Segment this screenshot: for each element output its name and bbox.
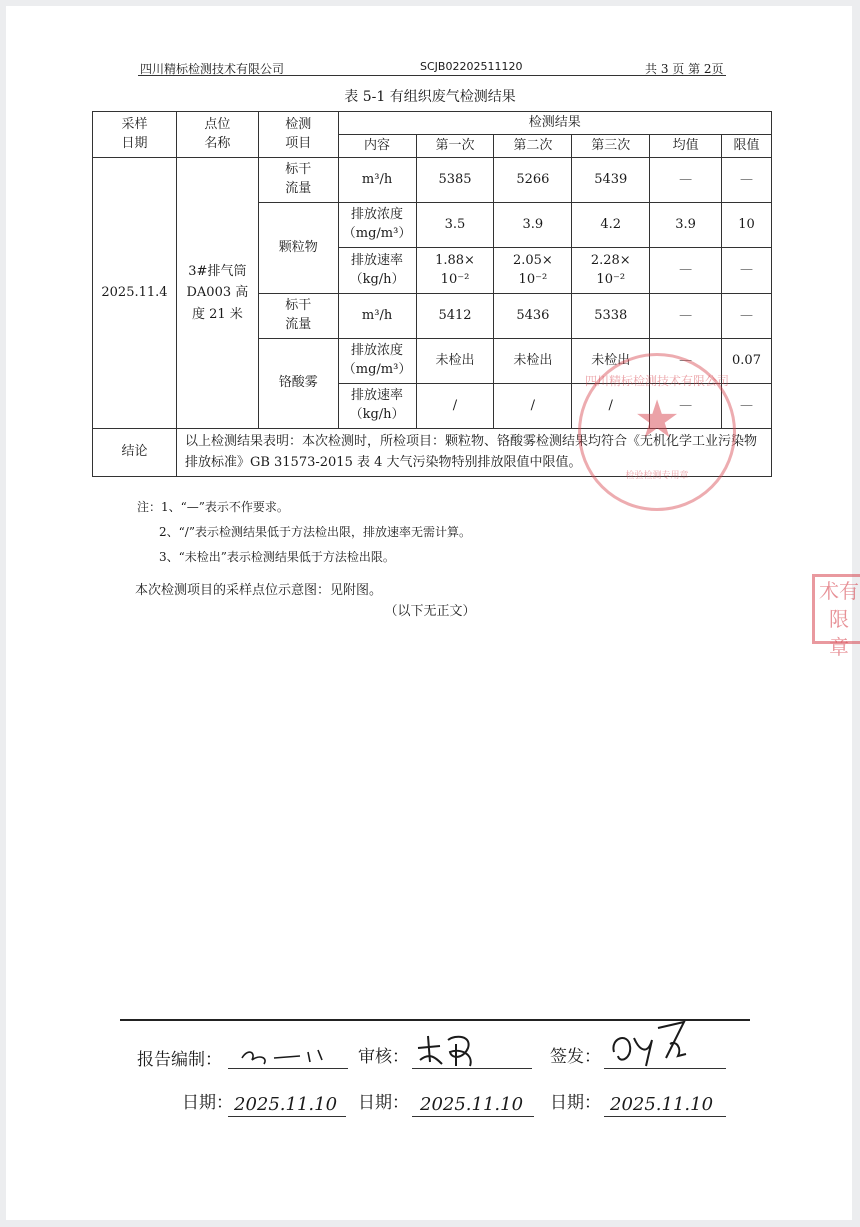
col-results: 检测结果: [338, 112, 771, 135]
col-limit: 限值: [722, 135, 772, 158]
approver-signature-icon: [606, 1018, 696, 1074]
reviewer-date-text: 2025.11.10: [420, 1094, 524, 1115]
value-cell: 2.28× 10⁻²: [572, 248, 650, 294]
value-cell: 未检出: [494, 339, 572, 384]
value-cell: 5439: [572, 158, 650, 203]
conclusion-label: 结论: [93, 429, 177, 477]
value-cell: 5412: [416, 294, 494, 339]
value-cell: 未检出: [416, 339, 494, 384]
value-cell: 5338: [572, 294, 650, 339]
approver-label: 签发：: [550, 1047, 601, 1067]
item-cell: 标干 流量: [258, 158, 338, 203]
end-mark: （以下无正文）: [384, 604, 476, 619]
value-cell: 5436: [494, 294, 572, 339]
col-mean: 均值: [650, 135, 722, 158]
reviewer-label: 审核：: [358, 1047, 409, 1067]
sampling-date: 2025.11.4: [93, 158, 177, 429]
approver-date-label: 日期：: [550, 1093, 601, 1113]
point-name: 3#排气筒 DA003 高 度 21 米: [176, 158, 258, 429]
value-cell: 5385: [416, 158, 494, 203]
compiler-date-line: [228, 1116, 346, 1117]
compiler-line: [228, 1068, 348, 1069]
col-first: 第一次: [416, 135, 494, 158]
header-rule: [138, 75, 726, 76]
mean-cell: —: [650, 384, 722, 429]
approver-date-text: 2025.11.10: [610, 1094, 714, 1115]
sampling-position-note: 本次检测项目的采样点位示意图：见附图。: [135, 583, 383, 598]
limit-cell: —: [722, 294, 772, 339]
mean-cell: —: [650, 294, 722, 339]
approver-date-line: [604, 1116, 726, 1117]
conclusion-text: 以上检测结果表明：本次检测时，所检项目：颗粒物、铬酸雾检测结果均符合《无机化学工业污染物排放标准》GB 31573-2015 表 4 大气污染物特别排放限值中限值。: [176, 429, 771, 477]
value-cell: 未检出: [572, 339, 650, 384]
compiler-date-label: 日期：: [182, 1093, 233, 1113]
mean-cell: —: [650, 339, 722, 384]
compiler-signature-icon: [238, 1044, 328, 1068]
reviewer-signature-icon: [412, 1030, 492, 1070]
limit-cell: 10: [722, 203, 772, 248]
value-cell: 4.2: [572, 203, 650, 248]
table-title: 表 5-1 有组织废气检测结果: [344, 89, 516, 105]
reviewer-date-label: 日期：: [358, 1093, 409, 1113]
col-date: 采样 日期: [93, 112, 177, 158]
value-cell: /: [572, 384, 650, 429]
content-cell: 排放浓度 （mg/m³）: [338, 203, 416, 248]
seal-star-icon: ★: [633, 390, 681, 450]
company-name: 四川精标检测技术有限公司: [140, 62, 285, 76]
col-third: 第三次: [572, 135, 650, 158]
reviewer-date-line: [412, 1116, 534, 1117]
mean-cell: 3.9: [650, 203, 722, 248]
item-cell: 铬酸雾: [258, 339, 338, 429]
seal-text: 检验检测专用章: [625, 471, 689, 481]
mean-cell: —: [650, 158, 722, 203]
note-1: 注：1、“—”表示不作要求。: [137, 500, 289, 514]
note-3: 3、“未检出”表示检测结果低于方法检出限。: [159, 550, 395, 564]
table-row: [93, 158, 772, 203]
page-indicator: 共 3 页 第 2页: [645, 62, 724, 76]
value-cell: 3.5: [416, 203, 494, 248]
approver-date-handwritten: [606, 1088, 726, 1116]
limit-cell: —: [722, 248, 772, 294]
content-cell: 排放速率 （kg/h）: [338, 384, 416, 429]
value-cell: 5266: [494, 158, 572, 203]
value-cell: 2.05× 10⁻²: [494, 248, 572, 294]
notes: [137, 495, 471, 570]
value-cell: /: [416, 384, 494, 429]
company-seal: [578, 353, 736, 511]
content-cell: m³/h: [338, 158, 416, 203]
content-cell: m³/h: [338, 294, 416, 339]
col-content: 内容: [338, 135, 416, 158]
limit-cell: —: [722, 158, 772, 203]
item-cell: 标干 流量: [258, 294, 338, 339]
side-seal-fragment: 术有限 章: [812, 574, 860, 644]
compiler-date-text: 2025.11.10: [234, 1094, 338, 1115]
col-second: 第二次: [494, 135, 572, 158]
limit-cell: —: [722, 384, 772, 429]
report-number: SCJB02202511120: [420, 60, 523, 73]
content-cell: 排放浓度 （mg/m³）: [338, 339, 416, 384]
limit-cell: 0.07: [722, 339, 772, 384]
content-cell: 排放速率 （kg/h）: [338, 248, 416, 294]
compiler-date-handwritten: [228, 1088, 348, 1116]
value-cell: 1.88× 10⁻²: [416, 248, 494, 294]
note-2: 2、“/”表示检测结果低于方法检出限，排放速率无需计算。: [159, 525, 471, 539]
reviewer-date-handwritten: [416, 1088, 536, 1116]
value-cell: /: [494, 384, 572, 429]
mean-cell: —: [650, 248, 722, 294]
page-header: [0, 56, 860, 76]
seal-arc-text: 四川精标检测技术有限公司: [584, 374, 729, 388]
col-item: 检测 项目: [258, 112, 338, 158]
compiler-label: 报告编制：: [137, 1050, 222, 1070]
col-point: 点位 名称: [176, 112, 258, 158]
value-cell: 3.9: [494, 203, 572, 248]
item-cell: 颗粒物: [258, 203, 338, 294]
